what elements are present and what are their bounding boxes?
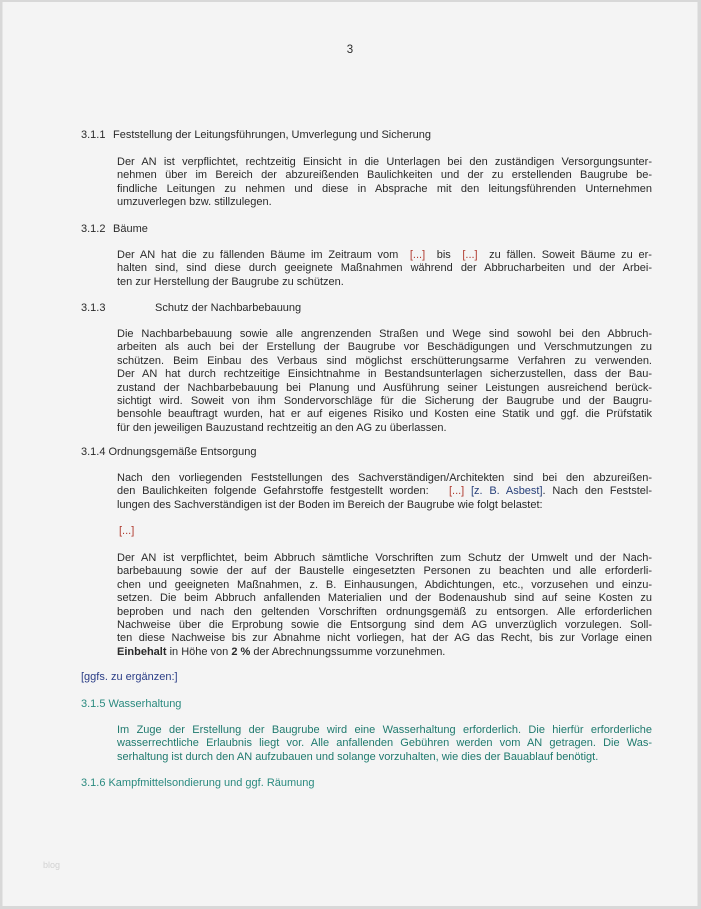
text-line: Nach den vorliegenden Feststellungen des Sachverständigen/Architekten sind bei den abzureißen- <box>117 472 652 484</box>
section-title: Schutz der Nachbarbebauung <box>155 302 302 314</box>
section-heading-3-1-2 <box>81 223 148 236</box>
text-segment: . Nach den Feststel- <box>542 485 653 498</box>
text-line: beproben und nach den geltenden Vorschriften ordnungsgemäß zu entsorgen. Alle erforderlichen <box>117 605 652 618</box>
paragraph-3-1-5 <box>117 724 652 764</box>
paragraph-3-1-3 <box>117 328 652 435</box>
soil-placeholder <box>119 525 654 538</box>
date-placeholder-from: [...] <box>409 249 426 261</box>
text-line: wasserrechtliche Erlaubnis liegt vor. Alle anfallenden Gebühren werden vom AN getragen. Die Was- <box>117 737 652 750</box>
section-number: 3.1.5 <box>81 698 106 710</box>
text-line: zustand der Nachbarbebauung bei Planung und Ausführung seiner Leistungen ausreichend berück- <box>117 381 652 394</box>
text-line: nehmen über im Bereich der abzureißenden Baulichkeiten und der zu erstellenden Baugrube be- <box>117 169 652 182</box>
section-number: 3.1.2 <box>81 223 106 235</box>
text-line: arbeiten als auch bei der Erstellung der Baugrube vor Beschädigungen und Verschmutzungen zu <box>117 341 652 354</box>
text-line: setzen. Die beim Abbruch anfallenden Materialien und der Bodenaushub sind auf seine Kosten zu <box>117 592 652 605</box>
text-line: für den jeweiligen Bauzustand rechtzeitig an den AG zu überlassen. <box>117 421 447 434</box>
text-segment: den Baulichkeiten folgende Gefahrstoffe festgestellt worden: <box>117 485 429 498</box>
text-line: findliche Leitungen zu nehmen und diese in Absprache mit den leitungsführenden Unternehmen <box>117 182 652 195</box>
section-heading-3-1-3 <box>81 302 301 315</box>
text-segment: bis <box>436 249 451 261</box>
section-heading-3-1-5 <box>81 698 181 711</box>
text-line: umzuverlegen bzw. stillzulegen. <box>117 196 272 209</box>
text-line: sichtigt wird. Soweit von ihm Sondervorschläge für die Sicherung der Baugrube und der Baugru- <box>117 395 652 408</box>
text-segment: der Abrechnungssumme vorzunehmen. <box>250 645 446 658</box>
section-number: 3.1.1 <box>81 129 106 141</box>
text-line: chen und geeigneten Maßnahmen, z. B. Einhausungen, Abdichtungen, etc., vorzusehen und einzu- <box>117 578 652 591</box>
date-placeholder-to: [...] <box>462 249 478 261</box>
text-line <box>117 249 652 262</box>
section-title: Bäume <box>113 223 148 235</box>
text-line <box>117 485 652 498</box>
section-title: Kampfmittelsondierung und ggf. Räumung <box>108 777 315 789</box>
watermark: blog <box>43 860 61 870</box>
text-line: Der AN hat durch rechtzeitige Einsichtnahme in Bestandsunterlagen sicherzustellen, dass der Bau- <box>117 368 652 381</box>
section-title: Ordnungsgemäße Entsorgung <box>108 446 257 458</box>
paragraph-3-1-4-obligations <box>117 552 652 659</box>
soil-contamination-placeholder: [...] <box>119 525 135 537</box>
text-line: ten diese Nachweise bis zur Abnahme nicht vorliegen, hat der AG das Recht, bis zur Vorlage einen <box>117 632 652 645</box>
section-title: Wasserhaltung <box>108 698 182 710</box>
text-line: halten sind, sind diese durch geeignete Maßnahmen während der Abbrucharbeiten und der Arbei- <box>117 262 652 275</box>
retention-percent: 2 % <box>231 645 251 658</box>
optional-additions-note: [ggfs. zu ergänzen:] <box>81 671 178 683</box>
section-heading-3-1-1 <box>81 129 431 142</box>
text-line: schützen. Beim Einbau des Verbaus sind möglichst erschütterungsarme Verfahren zu verwenden. <box>117 354 652 367</box>
section-heading-3-1-4 <box>81 446 256 459</box>
text-line: Im Zuge der Erstellung der Baugrube wird eine Wasserhaltung erforderlich. Die hierfür erforderliche <box>117 724 652 736</box>
text-line: ten zur Herstellung der Baugrube zu schützen. <box>117 275 344 288</box>
section-number: 3.1.3 <box>81 302 106 314</box>
paragraph-3-1-2 <box>117 249 652 289</box>
paragraph-3-1-4-findings <box>117 472 652 512</box>
text-line: serhaltung ist durch den AN aufzubauen und solange vorzuhalten, wie dies der Bauablauf benötigt. <box>117 750 599 763</box>
section-number: 3.1.6 <box>81 777 106 789</box>
section-number: 3.1.4 <box>81 446 106 458</box>
hazard-example: [z. B. Asbest] <box>470 485 543 498</box>
retention-label: Einbehalt <box>117 645 167 658</box>
document-page <box>2 2 698 906</box>
text-line: lungen des Sachverständigen ist der Boden im Bereich der Baugrube wie folgt belastet: <box>117 498 543 511</box>
text-line <box>117 646 652 659</box>
text-line: Der AN ist verpflichtet, rechtzeitig Einsicht in die Unterlagen bei den zuständigen Versorgungsunter- <box>117 156 652 168</box>
page-number: 3 <box>346 44 354 56</box>
paragraph-3-1-1 <box>117 156 652 210</box>
text-line: Die Nachbarbebauung sowie alle angrenzenden Straßen und Wege sind sowohl bei den Abbruch- <box>117 328 652 340</box>
text-segment: Der AN hat die zu fällenden Bäume im Zeitraum vom <box>117 249 399 261</box>
text-segment: zu fällen. Soweit Bäume zu er- <box>489 249 652 261</box>
text-segment: in Höhe von <box>166 645 232 658</box>
text-line: bensohle beauftragt wurden, hat er auf eigenes Risiko und Kosten eine Statik und ggf. die Prüfstatik <box>117 408 652 421</box>
hazard-placeholder: [...] <box>448 485 465 498</box>
section-heading-3-1-6 <box>81 777 315 790</box>
text-line: Nachweise über die Erprobung sowie die Entsorgung sind dem AG unverzüglich vorzulegen. Soll- <box>117 619 652 632</box>
section-title: Feststellung der Leitungsführungen, Umverlegung und Sicherung <box>113 129 431 141</box>
text-line: Der AN ist verpflichtet, beim Abbruch sämtliche Vorschriften zum Schutz der Umwelt und der Nach- <box>117 552 652 564</box>
text-line: barbebauung sowie der auf der Baustelle eingesetzten Personen zu beachten und alle erforderli- <box>117 565 652 578</box>
